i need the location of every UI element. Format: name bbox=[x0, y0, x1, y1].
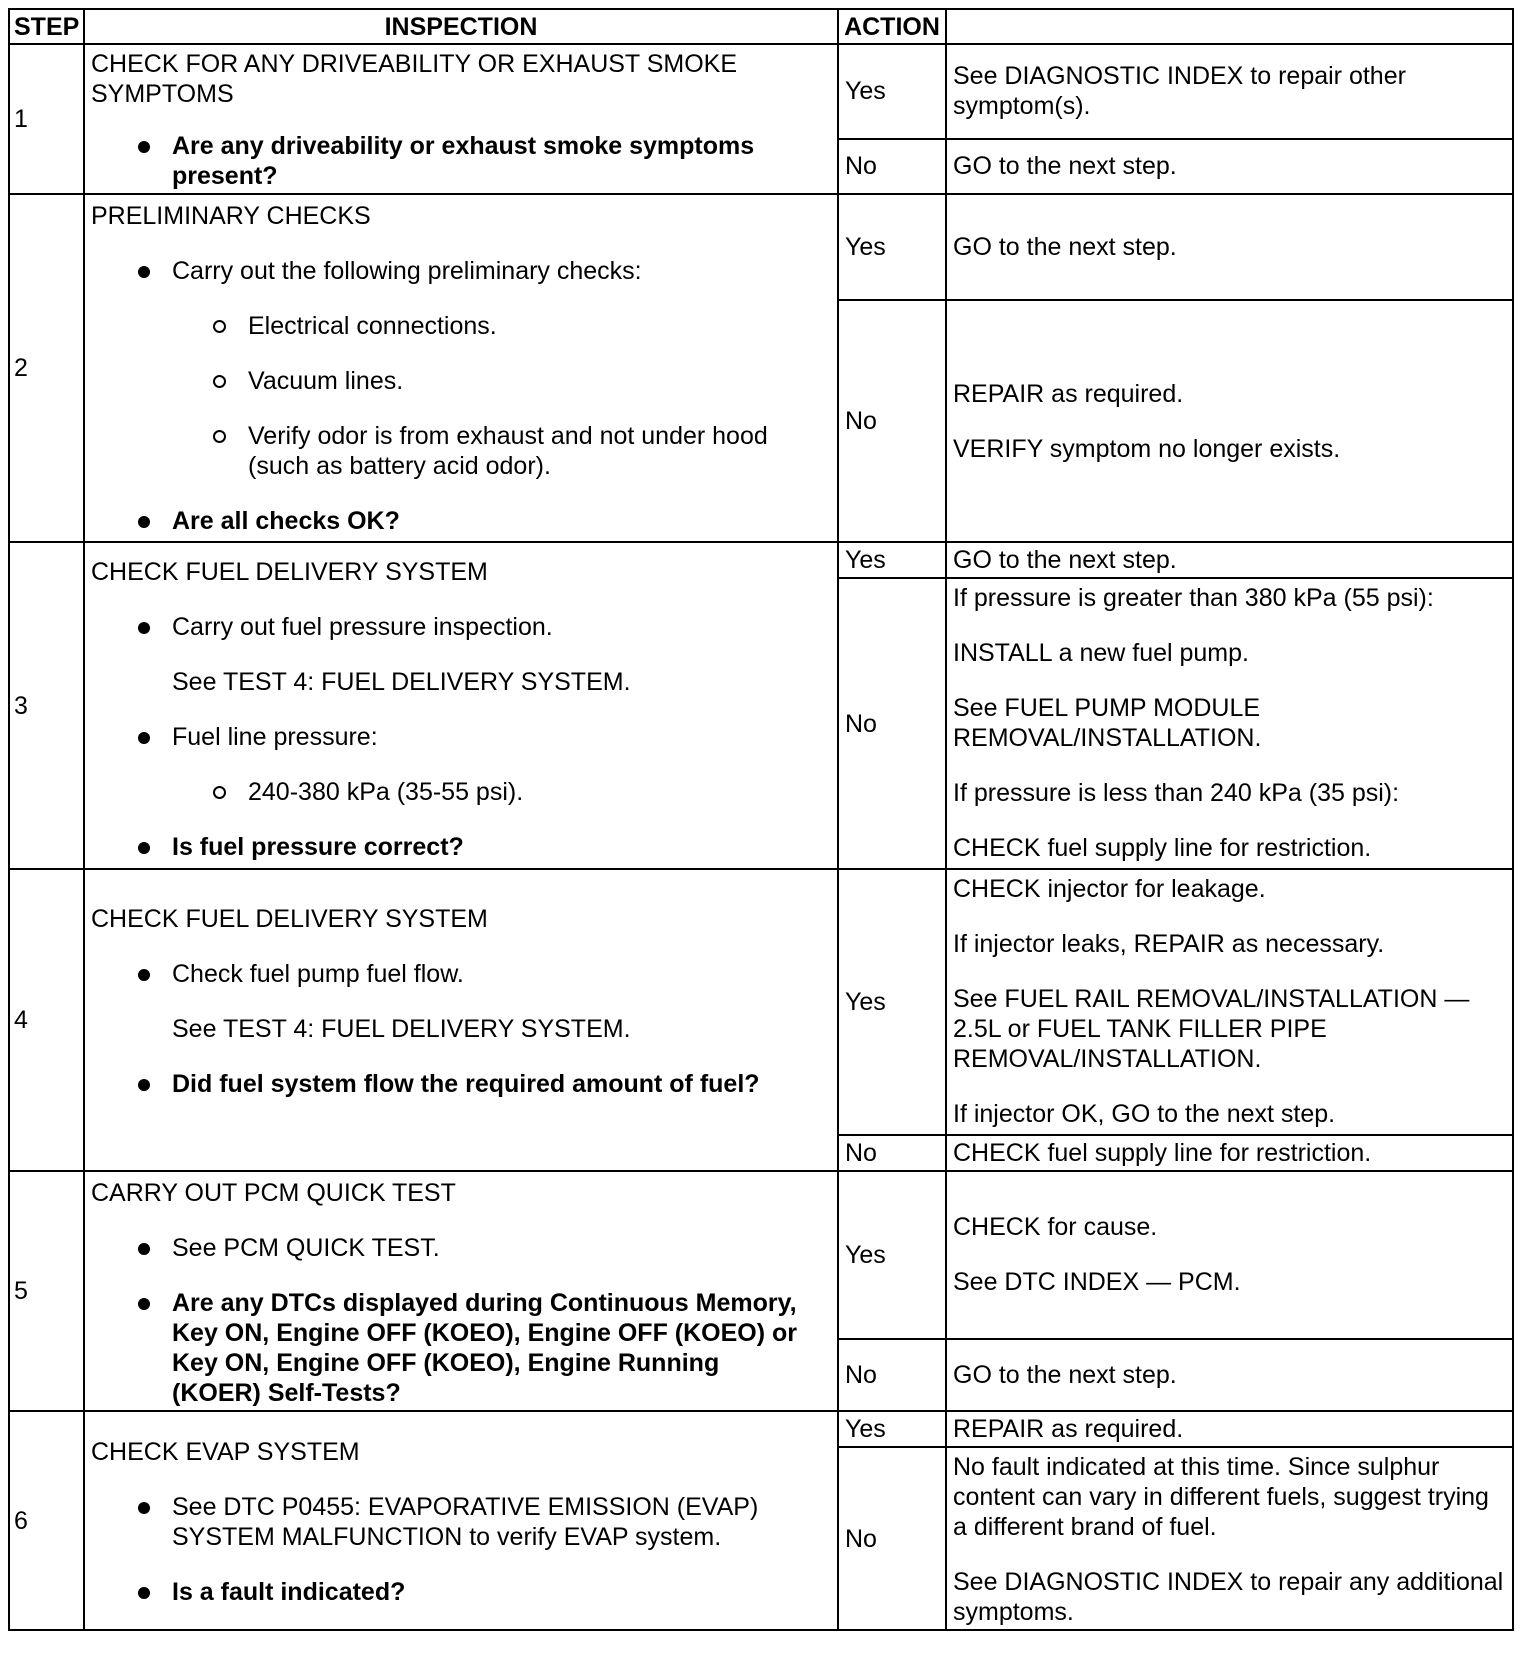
action-line: CHECK fuel supply line for restriction. bbox=[953, 834, 1372, 862]
yes-answer: Yes bbox=[838, 1411, 946, 1447]
sub-bullet: 240-380 kPa (35-55 psi). bbox=[91, 777, 831, 807]
inspection-cell bbox=[84, 1171, 838, 1411]
step-question: Are any driveability or exhaust smoke symptoms present? bbox=[91, 131, 831, 191]
table-row bbox=[9, 44, 1513, 139]
step-number: 4 bbox=[9, 869, 84, 1171]
no-action bbox=[946, 1447, 1513, 1630]
action-line: CHECK injector for leakage. bbox=[953, 875, 1266, 903]
action-header: ACTION bbox=[838, 9, 946, 44]
action-detail-header bbox=[946, 9, 1513, 44]
step-bullet: Fuel line pressure: bbox=[91, 722, 831, 752]
table-row bbox=[9, 1411, 1513, 1447]
no-answer: No bbox=[838, 578, 946, 869]
action-line: GO to the next step. bbox=[953, 546, 1177, 574]
sub-bullet: Vacuum lines. bbox=[91, 366, 831, 396]
yes-action bbox=[946, 542, 1513, 578]
step-question: Did fuel system flow the required amount of fuel? bbox=[91, 1069, 831, 1099]
table-row bbox=[9, 194, 1513, 300]
diagnostic-table bbox=[8, 8, 1514, 1631]
step-bullet: Carry out the following preliminary checks: bbox=[91, 256, 831, 286]
step-title: CARRY OUT PCM QUICK TEST bbox=[91, 1179, 456, 1207]
yes-answer: Yes bbox=[838, 44, 946, 139]
step-question: Are any DTCs displayed during Continuous Memory, Key ON, Engine OFF (KOEO), Engine OFF (KOEO) or Key ON, Engine OFF (KOEO), Engine Running (KOER) Self-Tests? bbox=[91, 1288, 831, 1408]
step-number: 2 bbox=[9, 194, 84, 542]
action-line: If pressure is less than 240 kPa (35 psi): bbox=[953, 779, 1400, 807]
see-reference: See TEST 4: FUEL DELIVERY SYSTEM. bbox=[172, 668, 631, 696]
step-number: 6 bbox=[9, 1411, 84, 1630]
inspection-cell bbox=[84, 542, 838, 869]
step-question: Is a fault indicated? bbox=[91, 1577, 831, 1607]
inspection-cell bbox=[84, 44, 838, 194]
no-action bbox=[946, 1135, 1513, 1171]
step-bullet: Check fuel pump fuel flow. bbox=[91, 959, 831, 989]
action-line: No fault indicated at this time. Since sulphur content can vary in different fuels, suggest trying a different brand of fuel. bbox=[953, 1453, 1489, 1541]
action-line: If pressure is greater than 380 kPa (55 psi): bbox=[953, 584, 1434, 612]
action-line: INSTALL a new fuel pump. bbox=[953, 639, 1249, 667]
inspection-cell bbox=[84, 194, 838, 542]
step-bullet: Carry out fuel pressure inspection. bbox=[91, 612, 831, 642]
sub-bullet: Electrical connections. bbox=[91, 311, 831, 341]
no-action bbox=[946, 139, 1513, 194]
no-answer: No bbox=[838, 1135, 946, 1171]
action-line: See DIAGNOSTIC INDEX to repair any additional symptoms. bbox=[953, 1568, 1504, 1626]
action-line: If injector leaks, REPAIR as necessary. bbox=[953, 930, 1385, 958]
no-answer: No bbox=[838, 1339, 946, 1411]
step-number: 5 bbox=[9, 1171, 84, 1411]
action-line: GO to the next step. bbox=[953, 1360, 1177, 1389]
step-number: 3 bbox=[9, 542, 84, 869]
step-bullet: See DTC P0455: EVAPORATIVE EMISSION (EVAP) SYSTEM MALFUNCTION to verify EVAP system. bbox=[91, 1492, 831, 1552]
yes-action bbox=[946, 869, 1513, 1135]
action-line: CHECK fuel supply line for restriction. bbox=[953, 1139, 1372, 1167]
action-line: REPAIR as required. bbox=[953, 1415, 1184, 1443]
no-action bbox=[946, 300, 1513, 542]
step-title: CHECK FUEL DELIVERY SYSTEM bbox=[91, 905, 488, 933]
inspection-cell bbox=[84, 1411, 838, 1630]
action-line: REPAIR as required. bbox=[953, 379, 1184, 408]
step-question: Is fuel pressure correct? bbox=[91, 832, 831, 862]
inspection-header: INSPECTION bbox=[84, 9, 838, 44]
yes-answer: Yes bbox=[838, 1171, 946, 1339]
yes-action bbox=[946, 1171, 1513, 1339]
action-line: See FUEL RAIL REMOVAL/INSTALLATION — 2.5L or FUEL TANK FILLER PIPE REMOVAL/INSTALLATION. bbox=[953, 985, 1470, 1073]
action-line: GO to the next step. bbox=[953, 152, 1177, 181]
step-title: CHECK EVAP SYSTEM bbox=[91, 1438, 360, 1466]
header-row bbox=[9, 9, 1513, 44]
step-header: STEP bbox=[9, 9, 84, 44]
yes-answer: Yes bbox=[838, 869, 946, 1135]
no-answer: No bbox=[838, 300, 946, 542]
no-answer: No bbox=[838, 1447, 946, 1630]
table-row bbox=[9, 542, 1513, 578]
action-line: See DTC INDEX — PCM. bbox=[953, 1268, 1241, 1297]
inspection-cell bbox=[84, 869, 838, 1171]
step-title: CHECK FOR ANY DRIVEABILITY OR EXHAUST SMOKE SYMPTOMS bbox=[91, 50, 737, 108]
no-action bbox=[946, 578, 1513, 869]
no-action bbox=[946, 1339, 1513, 1411]
yes-action bbox=[946, 194, 1513, 300]
action-line: GO to the next step. bbox=[953, 233, 1177, 261]
action-line: VERIFY symptom no longer exists. bbox=[953, 434, 1341, 463]
step-number: 1 bbox=[9, 44, 84, 194]
action-line: CHECK for cause. bbox=[953, 1213, 1158, 1242]
yes-answer: Yes bbox=[838, 542, 946, 578]
sub-bullet: Verify odor is from exhaust and not under hood (such as battery acid odor). bbox=[91, 421, 831, 481]
table-row bbox=[9, 1171, 1513, 1339]
no-answer: No bbox=[838, 139, 946, 194]
action-line: See DIAGNOSTIC INDEX to repair other symptom(s). bbox=[953, 62, 1406, 121]
step-question: Are all checks OK? bbox=[91, 506, 831, 536]
step-title: PRELIMINARY CHECKS bbox=[91, 202, 371, 230]
yes-action bbox=[946, 44, 1513, 139]
table-row bbox=[9, 869, 1513, 1135]
step-title: CHECK FUEL DELIVERY SYSTEM bbox=[91, 558, 488, 586]
yes-action bbox=[946, 1411, 1513, 1447]
action-line: If injector OK, GO to the next step. bbox=[953, 1100, 1336, 1128]
yes-answer: Yes bbox=[838, 194, 946, 300]
action-line: See FUEL PUMP MODULE REMOVAL/INSTALLATION. bbox=[953, 694, 1262, 752]
step-bullet: See PCM QUICK TEST. bbox=[91, 1233, 831, 1263]
see-reference: See TEST 4: FUEL DELIVERY SYSTEM. bbox=[172, 1015, 631, 1043]
